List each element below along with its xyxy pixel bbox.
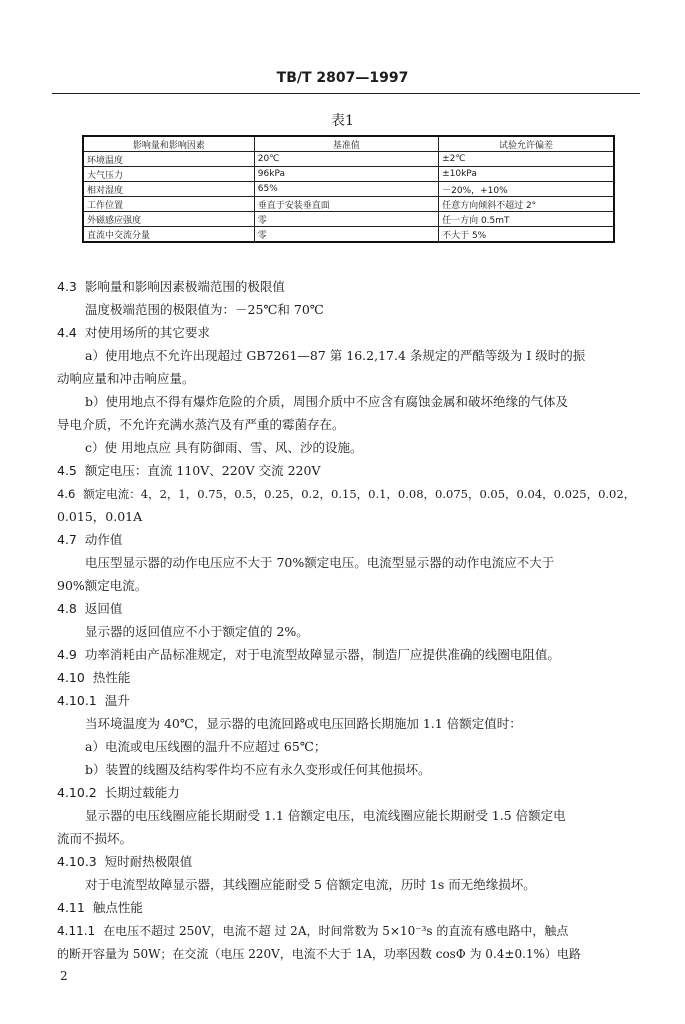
page-number: 2 (60, 969, 68, 983)
paragraph: c）使 用地点应 具有防御雨、雪、风、沙的设施。 (85, 440, 363, 455)
table-cell: 直流中交流分量 (83, 227, 254, 243)
section-4-10-2-heading (57, 785, 180, 801)
section-4-10-1-heading (57, 693, 130, 709)
table-row (83, 227, 614, 243)
paragraph: 当环境温度为 40℃，显示器的电流回路或电压回路长期施加 1.1 倍额定值时： (85, 716, 522, 731)
paragraph-continued: 动响应量和冲击响应量。 (57, 371, 195, 386)
table-row (83, 167, 614, 182)
table-row (83, 182, 614, 197)
paragraph: 电压型显示器的动作电压应不大于 70%额定电压。电流型显示器的动作电流应不大于 (85, 555, 555, 570)
section-title: 短时耐热极限值 (104, 854, 193, 869)
table-header-cell: 基准值 (254, 136, 438, 152)
section-4-4-heading (57, 325, 210, 341)
table-caption: 表1 (331, 113, 354, 129)
section-number: 4.10.2 (57, 785, 97, 800)
section-text: 额定电压：直流 110V、220V 交流 220V (84, 463, 321, 478)
table-cell: ±10kPa (439, 167, 614, 182)
section-title: 动作值 (84, 532, 123, 547)
paragraph: 显示器的返回值应不小于额定值的 2%。 (85, 624, 309, 639)
table-header-cell: 影响量和影响因素 (83, 136, 254, 152)
paragraph: 显示器的电压线圈应能长期耐受 1.1 倍额定电压，电流线圈应能长期耐受 1.5 倍额定电 (85, 808, 566, 823)
table-row (83, 197, 614, 212)
paragraph-continued: 90%额定电流。 (57, 578, 148, 593)
paragraph: a）使用地点不允许出现超过 GB7261—87 第 16.2,17.4 条规定的严酷等级为 I 级时的振 (85, 348, 586, 363)
section-number: 4.11 (57, 900, 85, 915)
section-4-3-heading (57, 279, 285, 295)
section-title: 影响量和影响因素极端范围的极限值 (84, 279, 285, 294)
table-cell: 不大于 5% (439, 227, 614, 243)
table-cell: 垂直于安装垂直面 (254, 197, 438, 212)
paragraph: 对于电流型故障显示器，其线圈应能耐受 5 倍额定电流，历时 1s 而无绝缘损坏。 (85, 877, 536, 892)
table-cell: 20℃ (254, 152, 438, 167)
table-cell: 相对湿度 (83, 182, 254, 197)
table-cell: 任一方向 0.5mT (439, 212, 614, 227)
section-number: 4.10.1 (57, 693, 97, 708)
section-4-8-heading (57, 601, 122, 617)
table-cell: ±2℃ (439, 152, 614, 167)
table-cell: 65% (254, 182, 438, 197)
influence-table (82, 135, 615, 243)
table-cell: 工作位置 (83, 197, 254, 212)
table-cell: 外磁感应强度 (83, 212, 254, 227)
table-cell: 任意方向倾斜不超过 2° (439, 197, 614, 212)
section-title: 返回值 (84, 601, 123, 616)
section-4-5-heading (57, 463, 320, 479)
header-rule (52, 93, 640, 94)
section-number: 4.4 (57, 325, 77, 340)
section-text: 在电压不超过 250V，电流不超 过 2A，时间常数为 5×10⁻³s 的直流有感电路中，触点 (103, 924, 569, 938)
section-title: 温升 (104, 693, 130, 708)
paragraph-continued: 0.015，0.01A (57, 509, 143, 524)
section-number: 4.6 (57, 487, 76, 501)
table-header-row (83, 136, 614, 152)
table-cell: 零 (254, 227, 438, 243)
section-4-11-1-heading (57, 923, 568, 939)
paragraph-continued: 导电介质，不允许充满水蒸汽及有严重的霉菌存在。 (57, 417, 345, 432)
table-header-cell: 试验允许偏差 (439, 136, 614, 152)
section-number: 4.11.1 (57, 924, 96, 938)
section-4-10-3-heading (57, 854, 192, 870)
section-number: 4.8 (57, 601, 77, 616)
paragraph-continued: 的断开容量为 50W；在交流（电压 220V，电流不大于 1A，功率因数 cosΦ 为 0.4±0.1%）电路 (57, 947, 581, 961)
section-4-9-heading (57, 647, 560, 663)
section-number: 4.10 (57, 670, 85, 685)
section-number: 4.7 (57, 532, 77, 547)
paragraph: 温度极端范围的极限值为：－25℃和 70℃ (85, 302, 324, 317)
paragraph: a）电流或电压线圈的温升不应超过 65℃； (85, 739, 327, 754)
table-row (83, 212, 614, 227)
paragraph: b）装置的线圈及结构零件均不应有永久变形或任何其他损坏。 (85, 762, 431, 777)
section-4-7-heading (57, 532, 122, 548)
section-4-11-heading (57, 900, 143, 916)
section-4-6-heading (57, 486, 635, 502)
paragraph-continued: 流而不损坏。 (57, 831, 133, 846)
document-code-header: TB/T 2807—1997 (276, 70, 409, 86)
section-number: 4.3 (57, 279, 77, 294)
section-text: 额定电流：4，2，1，0.75，0.5，0.25，0.2，0.15，0.1，0.08，0.075，0.05，0.04，0.025，0.02， (83, 487, 636, 501)
section-4-10-heading (57, 670, 130, 686)
section-title: 长期过载能力 (104, 785, 180, 800)
table-cell: 96kPa (254, 167, 438, 182)
section-text: 功率消耗由产品标准规定，对于电流型故障显示器，制造厂应提供准确的线圈电阻值。 (84, 647, 560, 662)
section-number: 4.10.3 (57, 854, 97, 869)
table-cell: 零 (254, 212, 438, 227)
section-number: 4.5 (57, 463, 77, 478)
table-cell: 环境温度 (83, 152, 254, 167)
table-cell: 大气压力 (83, 167, 254, 182)
section-title: 对使用场所的其它要求 (84, 325, 210, 340)
section-title: 触点性能 (92, 900, 143, 915)
table-row (83, 152, 614, 167)
table-cell: －20%，+10% (439, 182, 614, 197)
section-number: 4.9 (57, 647, 77, 662)
paragraph: b）使用地点不得有爆炸危险的介质，周围介质中不应含有腐蚀金属和破坏绝缘的气体及 (85, 394, 569, 409)
section-title: 热性能 (92, 670, 131, 685)
